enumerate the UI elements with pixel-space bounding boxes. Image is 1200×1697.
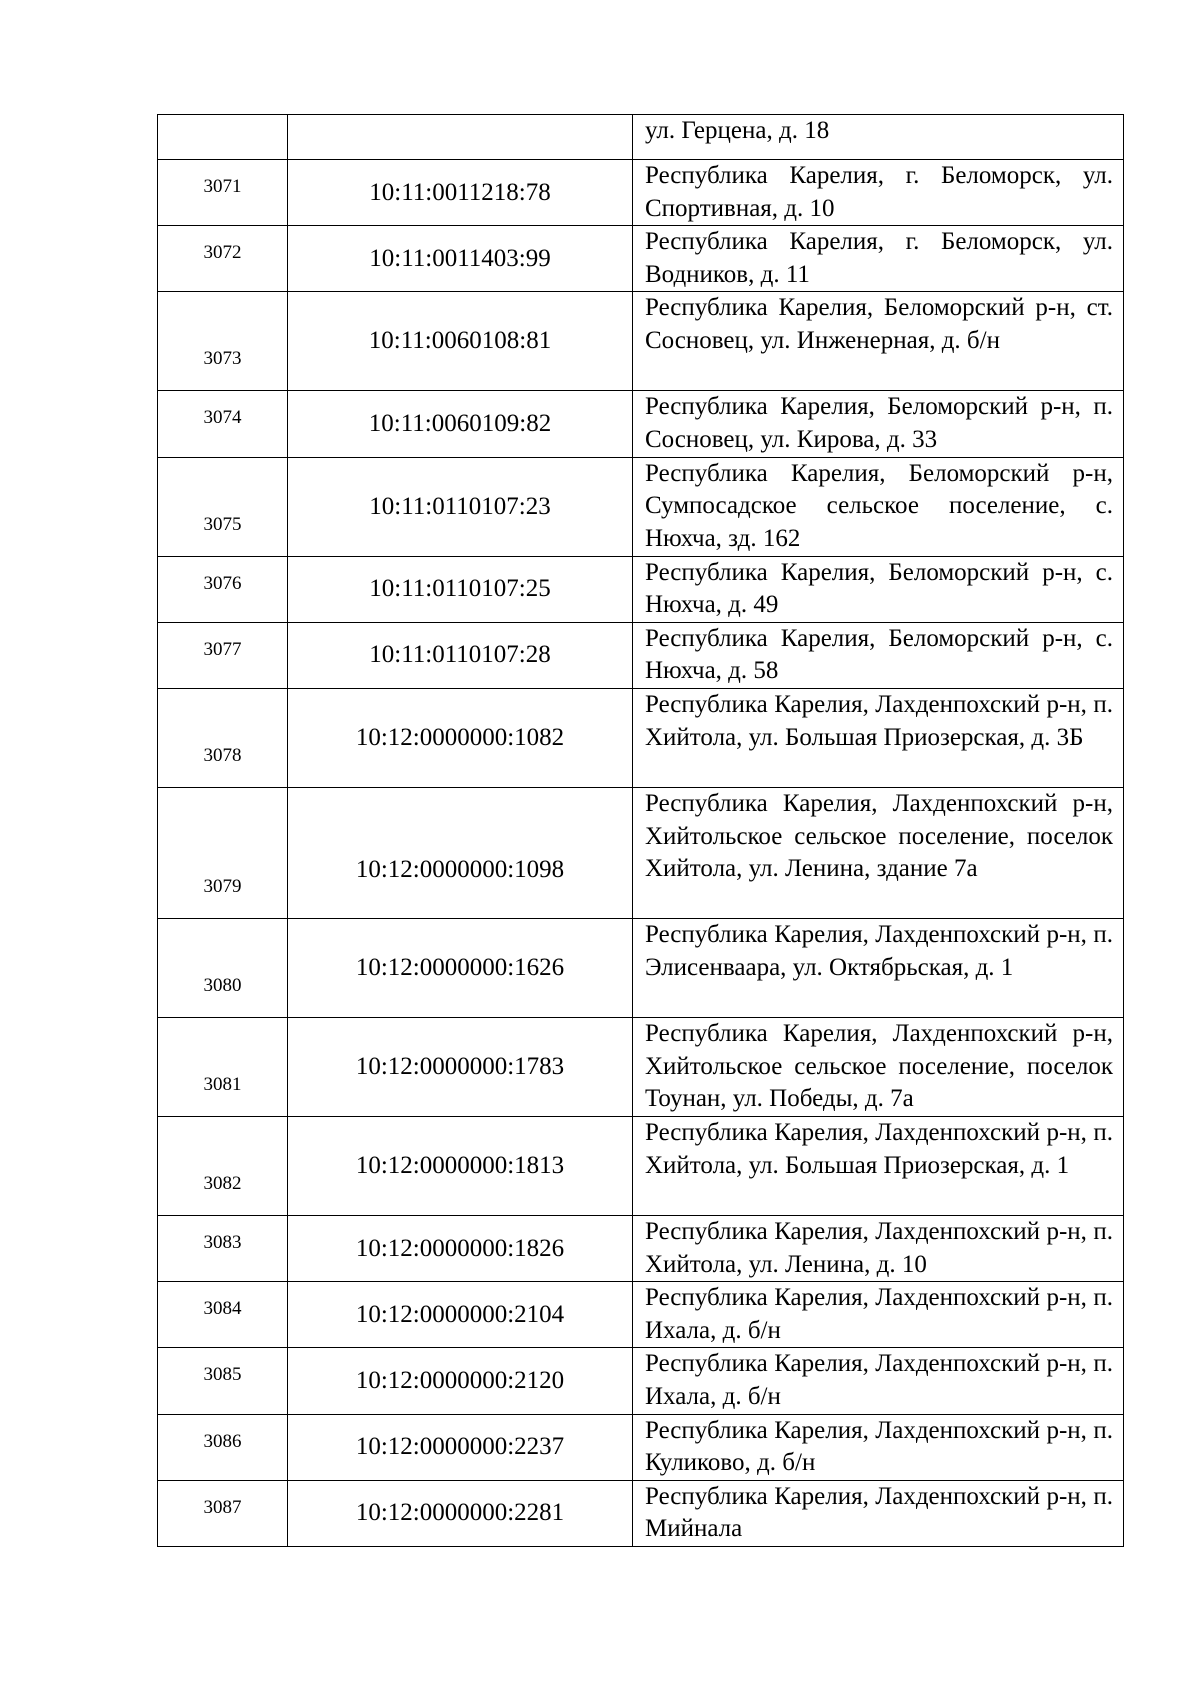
row-number: 3077 (203, 638, 242, 660)
table-row (158, 688, 1124, 787)
address: Республика Карелия, Беломорский р-н, с. Нюхча, д. 49 (633, 556, 1124, 622)
table-row (158, 556, 1124, 622)
address: Республика Карелия, Лахденпохский р-н, п. Хийтола, ул. Большая Приозерская, д. 1 (633, 1116, 1124, 1215)
row-number-cell (158, 1480, 288, 1546)
row-number-cell (158, 160, 288, 226)
row-number: 3073 (203, 348, 242, 370)
cadastral-number: 10:11:0011218:78 (288, 160, 633, 226)
row-number: 3082 (203, 1172, 242, 1194)
cadastral-number: 10:12:0000000:2281 (288, 1480, 633, 1546)
address: Республика Карелия, Лахденпохский р-н, п. Элисенваара, ул. Октябрьская, д. 1 (633, 918, 1124, 1017)
row-number: 3081 (203, 1073, 242, 1095)
address: Республика Карелия, г. Беломорск, ул. Спортивная, д. 10 (633, 160, 1124, 226)
row-number: 3087 (203, 1496, 242, 1518)
row-number: 3075 (203, 513, 242, 535)
table-row (158, 1282, 1124, 1348)
table-row (158, 457, 1124, 556)
row-number-cell (158, 292, 288, 391)
address: Республика Карелия, Лахденпохский р-н, п. Куликово, д. б/н (633, 1414, 1124, 1480)
table-row (158, 1116, 1124, 1215)
row-number: 3071 (203, 176, 242, 197)
row-number: 3080 (203, 974, 242, 996)
cadastral-number: 10:11:0110107:28 (288, 622, 633, 688)
table-row (158, 787, 1124, 918)
cadastral-number: 10:12:0000000:2104 (288, 1282, 633, 1348)
row-number-cell (158, 918, 288, 1017)
row-number-cell (158, 1348, 288, 1414)
row-number: 3072 (203, 242, 242, 264)
row-number: 3079 (203, 875, 242, 897)
table-row (158, 226, 1124, 292)
cadastral-number: 10:12:0000000:1813 (288, 1116, 633, 1215)
row-number-cell (158, 391, 288, 457)
row-number-cell (158, 688, 288, 787)
cadastral-number: 10:12:0000000:1098 (288, 787, 633, 918)
row-number-cell (158, 457, 288, 556)
cadastral-number: 10:12:0000000:1082 (288, 688, 633, 787)
address: Республика Карелия, Лахденпохский р-н, Хийтольское сельское поселение, поселок Тоунан, ул. Победы, д. 7а (633, 1017, 1124, 1116)
cadastral-number: 10:12:0000000:1626 (288, 918, 633, 1017)
address: Республика Карелия, Беломорский р-н, Сумпосадское сельское поселение, с. Нюхча, зд. 162 (633, 457, 1124, 556)
row-number: 3084 (203, 1298, 242, 1320)
address: Республика Карелия, Лахденпохский р-н, п. Мийнала (633, 1480, 1124, 1546)
table-row (158, 292, 1124, 391)
row-number-cell (158, 556, 288, 622)
table-row (158, 1480, 1124, 1546)
cadastral-number: 10:12:0000000:2237 (288, 1414, 633, 1480)
cadastral-number: 10:12:0000000:1783 (288, 1017, 633, 1116)
row-number-cell (158, 1116, 288, 1215)
address: Республика Карелия, Лахденпохский р-н, п. Ихала, д. б/н (633, 1348, 1124, 1414)
row-number-cell (158, 1414, 288, 1480)
row-number: 3076 (203, 572, 242, 594)
address: Республика Карелия, Лахденпохский р-н, п. Ихала, д. б/н (633, 1282, 1124, 1348)
cadastral-number: 10:11:0011403:99 (288, 226, 633, 292)
address: Республика Карелия, Беломорский р-н, п. Сосновец, ул. Кирова, д. 33 (633, 391, 1124, 457)
row-number: 3078 (203, 744, 242, 766)
row-number-cell (158, 787, 288, 918)
property-table (157, 114, 1124, 1547)
table-row (158, 115, 1124, 160)
address: Республика Карелия, Беломорский р-н, ст. Сосновец, ул. Инженерная, д. б/н (633, 292, 1124, 391)
row-number-cell (158, 226, 288, 292)
cadastral-number: 10:11:0110107:23 (288, 457, 633, 556)
row-number: 3083 (203, 1231, 242, 1253)
table-row (158, 1017, 1124, 1116)
row-number: 3085 (203, 1364, 242, 1386)
cadastral-number: 10:12:0000000:2120 (288, 1348, 633, 1414)
address: ул. Герцена, д. 18 (633, 115, 1124, 160)
row-number-cell (158, 1017, 288, 1116)
row-number-cell (158, 1215, 288, 1281)
row-number-cell (158, 115, 288, 160)
cadastral-number (288, 115, 633, 160)
table-row (158, 1414, 1124, 1480)
cadastral-number: 10:11:0110107:25 (288, 556, 633, 622)
address: Республика Карелия, Лахденпохский р-н, Хийтольское сельское поселение, поселок Хийтола, ул. Ленина, здание 7а (633, 787, 1124, 918)
cadastral-number: 10:12:0000000:1826 (288, 1215, 633, 1281)
cadastral-number: 10:11:0060108:81 (288, 292, 633, 391)
table-row (158, 622, 1124, 688)
address: Республика Карелия, Беломорский р-н, с. Нюхча, д. 58 (633, 622, 1124, 688)
cadastral-number: 10:11:0060109:82 (288, 391, 633, 457)
address: Республика Карелия, г. Беломорск, ул. Водников, д. 11 (633, 226, 1124, 292)
table-row (158, 918, 1124, 1017)
table-row (158, 1348, 1124, 1414)
table-row (158, 1215, 1124, 1281)
row-number-cell (158, 622, 288, 688)
row-number-cell (158, 1282, 288, 1348)
address: Республика Карелия, Лахденпохский р-н, п. Хийтола, ул. Ленина, д. 10 (633, 1215, 1124, 1281)
table-row (158, 160, 1124, 226)
address: Республика Карелия, Лахденпохский р-н, п. Хийтола, ул. Большая Приозерская, д. 3Б (633, 688, 1124, 787)
table-row (158, 391, 1124, 457)
row-number: 3086 (203, 1430, 242, 1452)
row-number: 3074 (203, 407, 242, 429)
